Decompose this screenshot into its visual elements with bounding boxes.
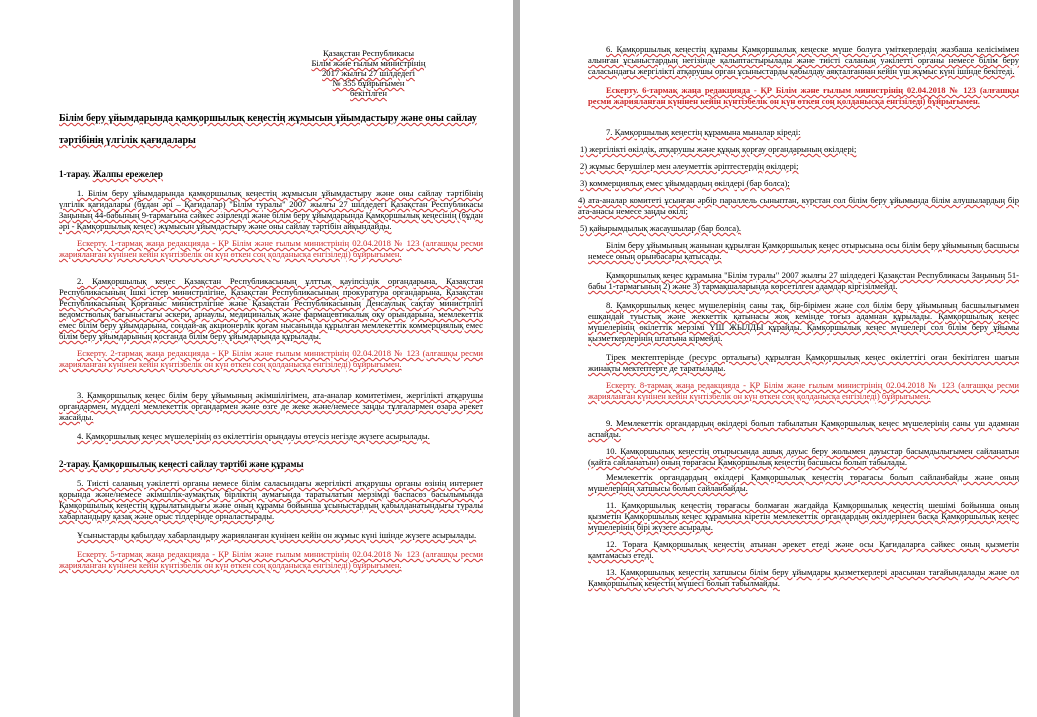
list-item: 4) ата-аналар комитеті ұсынған әрбір параллель сыныптан, курстан сол білім беру ұйымында білім алушылардың бір ата-анасы немесе заңды өкілі;: [578, 195, 1019, 216]
note-paragraph-1: [59, 238, 483, 260]
chapter-1-title: Жалпы ережелер: [92, 169, 163, 179]
paragraph-13: 13. Қамқоршылық кеңестің хатшысы білім беру ұйымдары қызметкерлері арасынан тағайындалады және ол Қамқоршылық кеңестің мүшесі болып табылмайды.: [588, 567, 1019, 588]
paragraph-1: 1. Білім беру ұйымдарында қамқоршылық кеңестің жұмысын ұйымдастыру және оны сайлау тәртібінің үлгілік қағидалары (бұдан әрі – Қағидалар) "Білім туралы" 2007 жылғы 27 шілдедегі Қазақстан Республикасы Заңының 44-бабының 9-тармағына сәйкес әзірленді және білім беру ұйымдарында Қамқоршылық кеңесінің (бұдан әрі - Қамқоршылық кеңес) жұмысын ұйымдастыру және оны сайлау тәртібін айқындайды.: [59, 188, 483, 231]
paragraph-5-continued: Ұсыныстарды қабылдау хабарландыру жарияланған күнінен кейін он жұмыс күні ішінде жүзеге асырылады.: [77, 530, 477, 540]
paragraph-7-exclusion: Қамқоршылық кеңес құрамына "Білім туралы" 2007 жылғы 27 шілдедегі Қазақстан Республикасы Заңының 51-бабы 1-тармағының 2) және 3) тармақшаларында көрсетілген адамдар кіргізілмейді.: [588, 270, 1019, 291]
note-1-lead: Ескерту. 1-тармақ жаңа редакцияда - ҚР Білім және ғылым министрінің 02.04.2018 №: [77, 238, 404, 248]
paragraph-7-chair-note: Білім беру ұйымының жанынан құрылған Қамқоршылық кеңес отырысына осы білім беру ұйымының басшысы немесе оның орынбасары қатысады.: [588, 240, 1019, 261]
document-title: Білім беру ұйымдарында қамқоршылық кеңестің жұмысын ұйымдастыру және оны сайлау тәртібінің үлгілік қағидалары: [59, 113, 477, 146]
document-page-left: [0, 0, 513, 717]
approval-line-2: Білім және ғылым министрінің: [311, 58, 426, 68]
paragraph-5: 5. Тиісті саланың уәкілетті органы немесе білім саласындағы жергілікті атқарушы органы өзінің интернет қорында және/немесе әкімшілік-аумақтық бірліктің аумағында таратылатын мерзімді баспасөз басылымында Қамқоршылық кеңестің құрылатындығы және оның құрамы бойынша ұсыныстардың қабылданатындығы туралы хабарландыру қазақ және орыс тілдерінде орналастырады.: [59, 478, 483, 521]
paragraph-7: 7. Қамқоршылық кеңестің құрамына мыналар кіреді:: [606, 127, 801, 137]
note-paragraph-6[interactable]: Ескерту. 6-тармақ жаңа редакцияда - ҚР Білім және ғылым министрінің 02.04.2018 № 123 (алғашқы ресми жарияланған күнінен кейін күнтізбелік он күн өткен соң қолданысқа енгізіледі) бұйрығымен.: [588, 85, 1019, 106]
paragraph-3: 3. Қамқоршылық кеңес білім беру ұйымының әкімшілігімен, ата-аналар комитетімен, жергілікті атқарушы органдармен, мүдделі мемлекеттік органдармен және өзге де жеке және/немесе заңды тұлғалармен өзара әрекет жасайды.: [59, 390, 483, 422]
approval-line-3: 2017 жылғы 27 шілдедегі: [322, 68, 415, 78]
note-paragraph-8[interactable]: Ескерту. 8-тармақ жаңа редакцияда - ҚР Білім және ғылым министрінің 02.04.2018 № 123 (алғашқы ресми жарияланған күнінен кейін күнтізбелік он күн өткен соң қолданысқа енгізіледі) бұйрығымен.: [588, 380, 1019, 401]
paragraph-7-list: [578, 144, 1019, 234]
note-paragraph-2[interactable]: Ескерту. 2-тармақ жаңа редакцияда - ҚР Білім және ғылым министрінің 02.04.2018 № 123 (алғашқы ресми жарияланған күнінен кейін күнтізбелік он күн өткен соң қолданысқа енгізіледі) бұйрығымен.: [59, 348, 483, 369]
paragraph-6: 6. Қамқоршылық кеңестің құрамы Қамқоршылық кеңеске мүше болуға үміткерлердің жазбаша келісімімен алынған ұсыныстардың негізінде қалыптастырылады және тиісті саланың уәкілетті органы немесе білім беру саласындағы жергілікті атқарушы орган ұсыныстарды қабылдау аяқталғаннан кейін үш жұмыс күні ішінде бекітеді.: [588, 44, 1019, 76]
approval-line-1: Қазақстан Республикасы: [323, 48, 414, 58]
paragraph-8-continued: Тірек мектептерінде (ресурс орталығы) құрылған Қамқоршылық кеңес өкілеттігі оған бекітілген шағын жинақты мектептерге де таратылады.: [588, 352, 1019, 373]
list-item: 2) жұмыс берушілер мен әлеуметтік әріптестердің өкілдері;: [580, 161, 799, 171]
approval-line-4: № 355 бұйрығымен: [332, 78, 405, 88]
document-page-right: [520, 0, 1037, 717]
paragraph-10: 10. Қамқоршылық кеңестің отырысында ашық дауыс беру жолымен дауыстар басымдылығымен сайланатын (қайта сайланатын) оның төрағасы Қамқоршылық кеңестің басшысы болып табылады.: [588, 446, 1019, 467]
paragraph-12: 12. Төраға Қамқоршылық кеңестің атынан әрекет етеді және осы Қағидаларға сәйкес оның қызметін қамтамасыз етеді.: [588, 539, 1019, 560]
note-1-tail[interactable]: 123 (алғашқы ресми жарияланған күнінен кейін күнтізбелік он күн өткен соң қолданысқа енгізіледі) бұйрығымен.: [59, 238, 483, 259]
chapter-1-number: 1-тарау.: [59, 169, 91, 179]
approval-line-5: бекітілген: [350, 88, 387, 98]
list-item: 1) жергілікті өкілдік, атқарушы және құқық қорғау органдарының өкілдері;: [580, 144, 857, 154]
list-item: 3) коммерциялық емес ұйымдардың өкілдері (бар болса);: [580, 178, 790, 188]
paragraph-9: 9. Мемлекеттік органдардың өкілдері болып табылатын Қамқоршылық кеңес мүшелерінің саны үш адамнан аспайды.: [588, 418, 1019, 439]
paragraph-2: 2. Қамқоршылық кеңес Қазақстан Республикасының ұлттық қауіпсіздік органдарына, Қазақстан Республикасының Ішкі істер министрлігіне, Қазақстан Республикасының прокуратура органдарына, Қазақстан Республикасының Қорғаныс министрлігіне және Қазақстан Республикасының Денсаулық сақтау министрлігі ведомстволық бағыныстағы әскери, арнаулы, медициналық және фармацевтикалық оқу орындарына, мемлекеттік емес білім беру ұйымдарына, сондай-ақ акционерлік қоғам нысанында құрылған мемлекеттік коммерциялық емес білім беру ұйымдарының қосғанда білім беру ұйымдарында құрылады.: [59, 276, 483, 341]
approval-stamp: [266, 48, 471, 98]
chapter-1-heading: [59, 168, 483, 180]
list-item: 5) қайырымдылық жасаушылар (бар болса).: [580, 223, 742, 233]
chapter-2-heading: 2-тарау. Қамқоршылық кеңесті сайлау тәртібі және құрамы: [59, 459, 304, 469]
paragraph-11: 11. Қамқоршылық кеңестің төрағасы болмаған жағдайда Қамқоршылық кеңестің шешімі бойынша оның қызметін Қамқоршылық кеңес құрамына кіретін мемлекеттік органдардың өкілдерінен басқа Қамқоршылық кеңес мүшелерінің бірі жүзеге асырады.: [588, 500, 1019, 532]
note-paragraph-5[interactable]: Ескерту. 5-тармақ жаңа редакцияда - ҚР Білім және ғылым министрінің 02.04.2018 № 123 (алғашқы ресми жарияланған күнінен кейін күнтізбелік он күн өткен соң қолданысқа енгізіледі) бұйрығымен.: [59, 549, 483, 570]
paragraph-10-continued: Мемлекеттік органдардың өкілдері Қамқоршылық кеңестің төрағасы болып сайланбайды және оның мүшелерінің хатшысы болып сайланбайды.: [588, 472, 1019, 493]
paragraph-4: 4. Қамқоршылық кеңес мүшелерінің өз өкілеттігін орындауы өтеусіз негізде жүзеге асырылады.: [77, 431, 430, 441]
paragraph-8: 8. Қамқоршылық кеңес мүшелерінің саны тақ, бір-бірімен және сол білім беру ұйымының басшылығымен ешқандай туыстық және жеккеттік қатынасы жоқ кемінде тоғыз адамнан құрылады. Қамқоршылық кеңес мүшелерінің өкілеттік мерзімі ҮШ ЖЫЛДЫ құрайды. Қамқоршылық кеңес мүшелері сол білім беру ұйымы қызметкерлерінің штатына кірмейді.: [588, 300, 1019, 343]
